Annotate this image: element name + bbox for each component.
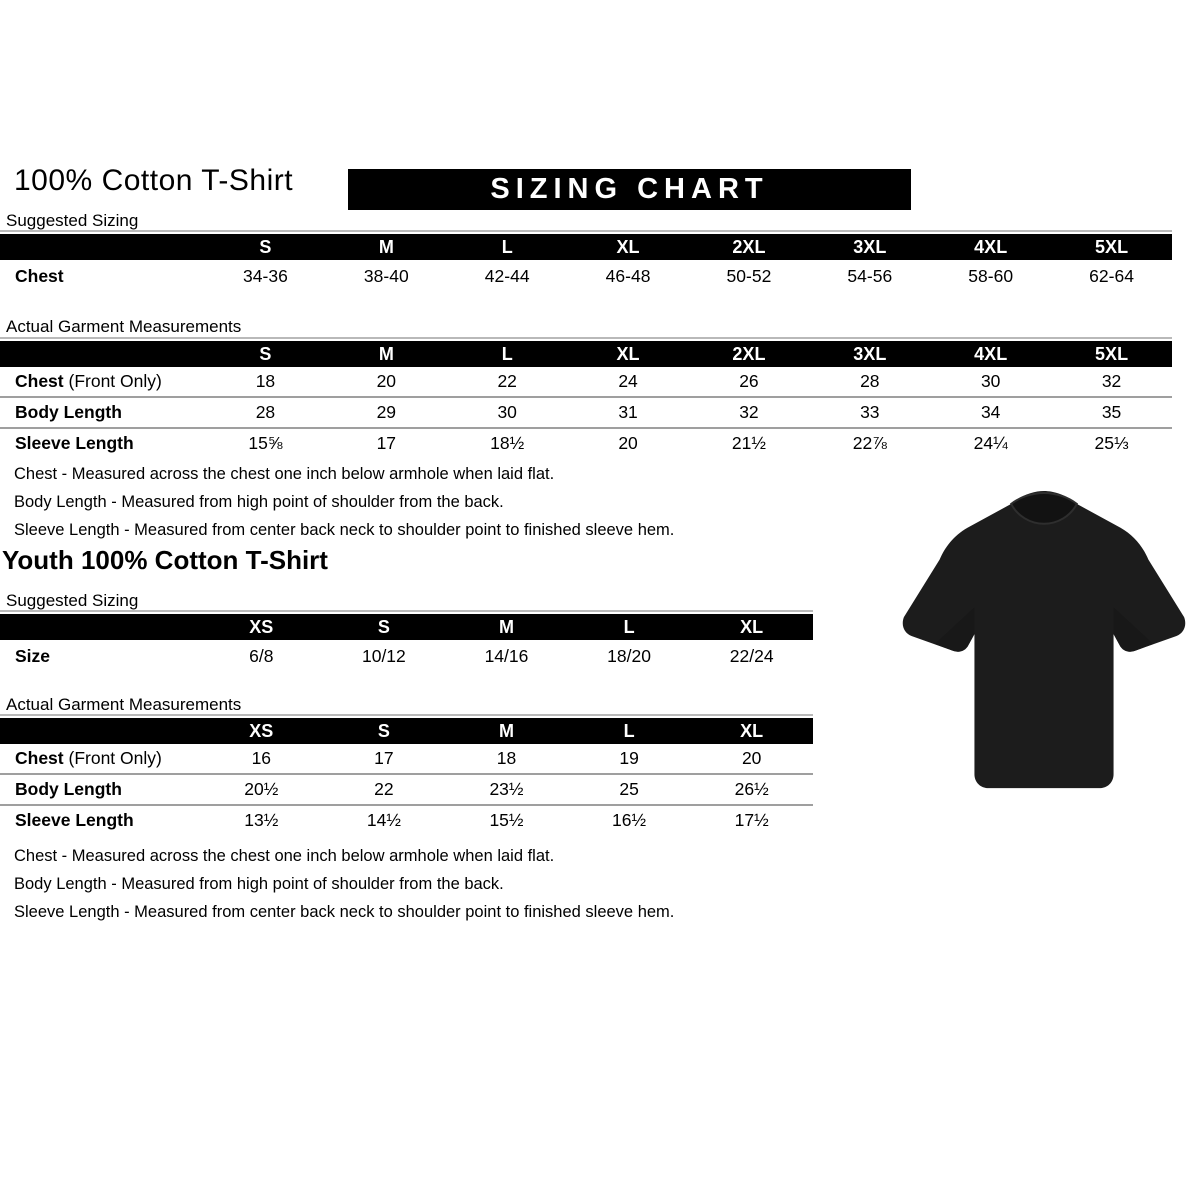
column-header-s: S	[323, 614, 446, 640]
table-cell: 29	[326, 397, 447, 428]
youth-actual-measurements-table	[0, 718, 813, 835]
table-cell: 14½	[323, 805, 446, 835]
column-header-l: L	[568, 718, 691, 744]
measurement-note: Sleeve Length - Measured from center back neck to shoulder point to finished sleeve hem.	[14, 903, 675, 921]
table-cell: 15⅝	[205, 428, 326, 458]
table-cell: 25	[568, 774, 691, 805]
column-header-2xl: 2XL	[689, 234, 810, 260]
row-label: Body Length	[0, 397, 205, 428]
table-cell: 25⅓	[1051, 428, 1172, 458]
table-cell: 20	[568, 428, 689, 458]
column-header-5xl: 5XL	[1051, 234, 1172, 260]
table-cell: 22	[497, 371, 517, 391]
youth-actual-measurements-label: Actual Garment Measurements	[6, 695, 242, 714]
banner-text: SIZING CHART	[490, 173, 769, 205]
row-label: Size	[15, 645, 51, 666]
measurement-note: Chest - Measured across the chest one inch below armhole when laid flat.	[14, 465, 555, 483]
column-header-4xl: 4XL	[930, 234, 1051, 260]
column-header-s: S	[205, 341, 326, 367]
table-cell: 16	[251, 748, 272, 768]
column-header-3xl: 3XL	[809, 234, 930, 260]
size-table	[0, 234, 1172, 292]
table-cell: 22⅞	[809, 428, 930, 458]
table-cell: 42-44	[484, 265, 530, 286]
table-cell: 50-52	[726, 265, 772, 286]
column-header-l: L	[447, 341, 568, 367]
table-cell: 54-56	[847, 265, 893, 286]
table-row	[0, 367, 1172, 397]
table-cell: 35	[1051, 397, 1172, 428]
measurement-note: Chest - Measured across the chest one inch below armhole when laid flat.	[14, 847, 555, 865]
corner-cell	[0, 718, 200, 744]
header-row	[0, 234, 1172, 260]
size-table	[0, 341, 1172, 458]
row-label: Chest	[15, 265, 64, 286]
page-title: 100% Cotton T-Shirt	[14, 164, 294, 197]
column-header-m: M	[326, 341, 447, 367]
table-cell: 17	[374, 748, 394, 768]
header-row	[0, 614, 813, 640]
column-header-xl: XL	[690, 614, 813, 640]
table-cell: 31	[568, 397, 689, 428]
table-cell: 23½	[445, 774, 568, 805]
table-cell: 24	[618, 371, 638, 391]
measurement-note: Body Length - Measured from high point of shoulder from the back.	[14, 875, 504, 893]
sizing-chart-banner	[348, 169, 911, 210]
adult-suggested-sizing-table	[0, 234, 1172, 292]
table-cell: 18	[255, 371, 276, 391]
column-header-3xl: 3XL	[809, 341, 930, 367]
table-cell: 18½	[447, 428, 568, 458]
table-cell: 17½	[690, 805, 813, 835]
table-cell: 33	[809, 397, 930, 428]
table-cell: 24¼	[930, 428, 1051, 458]
adult-suggested-sizing-label: Suggested Sizing	[6, 211, 139, 230]
row-label: Chest (Front Only)	[15, 748, 162, 768]
column-header-xs: XS	[200, 718, 323, 744]
row-label: Body Length	[0, 774, 200, 805]
table-row	[0, 397, 1172, 428]
table-row	[0, 744, 813, 774]
column-header-m: M	[326, 234, 447, 260]
table-cell: 21½	[689, 428, 810, 458]
table-row	[0, 640, 813, 672]
adult-measurement-notes	[14, 460, 674, 544]
table-cell: 26½	[690, 774, 813, 805]
header-row	[0, 718, 813, 744]
table-row	[0, 260, 1172, 292]
table-cell: 30	[980, 371, 1001, 391]
table-cell: 28	[205, 397, 326, 428]
table-cell: 62-64	[1089, 265, 1134, 286]
corner-cell	[0, 234, 205, 260]
youth-suggested-sizing-label: Suggested Sizing	[6, 591, 139, 610]
corner-cell	[0, 341, 205, 367]
table-row	[0, 428, 1172, 458]
adult-actual-measurements-table	[0, 341, 1172, 458]
table-cell: 10/12	[361, 645, 406, 666]
table-cell: 34	[930, 397, 1051, 428]
row-label: Chest (Front Only)	[15, 371, 162, 391]
table-cell: 22/24	[729, 645, 774, 666]
size-table	[0, 718, 813, 835]
adult-actual-measurements-label: Actual Garment Measurements	[6, 317, 242, 336]
column-header-l: L	[447, 234, 568, 260]
table-cell: 18/20	[607, 645, 651, 666]
column-header-2xl: 2XL	[689, 341, 810, 367]
corner-cell	[0, 614, 200, 640]
table-cell: 32	[1101, 371, 1122, 391]
column-header-xl: XL	[690, 718, 813, 744]
measurement-note: Body Length - Measured from high point of shoulder from the back.	[14, 493, 504, 511]
table-cell: 28	[860, 371, 880, 391]
tshirt-image	[894, 488, 1194, 804]
youth-measurement-notes	[14, 842, 674, 926]
column-header-s: S	[323, 718, 446, 744]
column-header-m: M	[445, 718, 568, 744]
table-cell: 34-36	[243, 265, 288, 286]
table-cell: 20	[741, 748, 762, 768]
table-cell: 46-48	[605, 265, 651, 286]
table-cell: 32	[689, 397, 810, 428]
table-cell: 16½	[568, 805, 691, 835]
table-cell: 38-40	[363, 265, 409, 286]
table-cell: 30	[447, 397, 568, 428]
column-header-m: M	[445, 614, 568, 640]
column-header-l: L	[568, 614, 691, 640]
column-header-5xl: 5XL	[1051, 341, 1172, 367]
table-cell: 58-60	[968, 265, 1014, 286]
column-header-xs: XS	[200, 614, 323, 640]
column-header-xl: XL	[568, 234, 689, 260]
youth-suggested-sizing-table	[0, 614, 813, 672]
youth-section-title: Youth 100% Cotton T-Shirt	[2, 545, 328, 575]
table-row	[0, 774, 813, 805]
table-row	[0, 805, 813, 835]
header-row	[0, 341, 1172, 367]
column-header-4xl: 4XL	[930, 341, 1051, 367]
row-label: Sleeve Length	[0, 428, 205, 458]
table-cell: 17	[326, 428, 447, 458]
size-table	[0, 614, 813, 672]
table-cell: 19	[619, 748, 639, 768]
table-cell: 20	[376, 371, 397, 391]
row-label: Sleeve Length	[0, 805, 200, 835]
table-cell: 26	[739, 371, 759, 391]
measurement-note: Sleeve Length - Measured from center back neck to shoulder point to finished sleeve hem.	[14, 521, 675, 539]
column-header-xl: XL	[568, 341, 689, 367]
table-cell: 15½	[445, 805, 568, 835]
table-cell: 22	[323, 774, 446, 805]
table-cell: 14/16	[484, 645, 529, 666]
table-cell: 20½	[200, 774, 323, 805]
table-cell: 13½	[200, 805, 323, 835]
table-cell: 6/8	[249, 645, 274, 666]
column-header-s: S	[205, 234, 326, 260]
table-cell: 18	[496, 748, 517, 768]
